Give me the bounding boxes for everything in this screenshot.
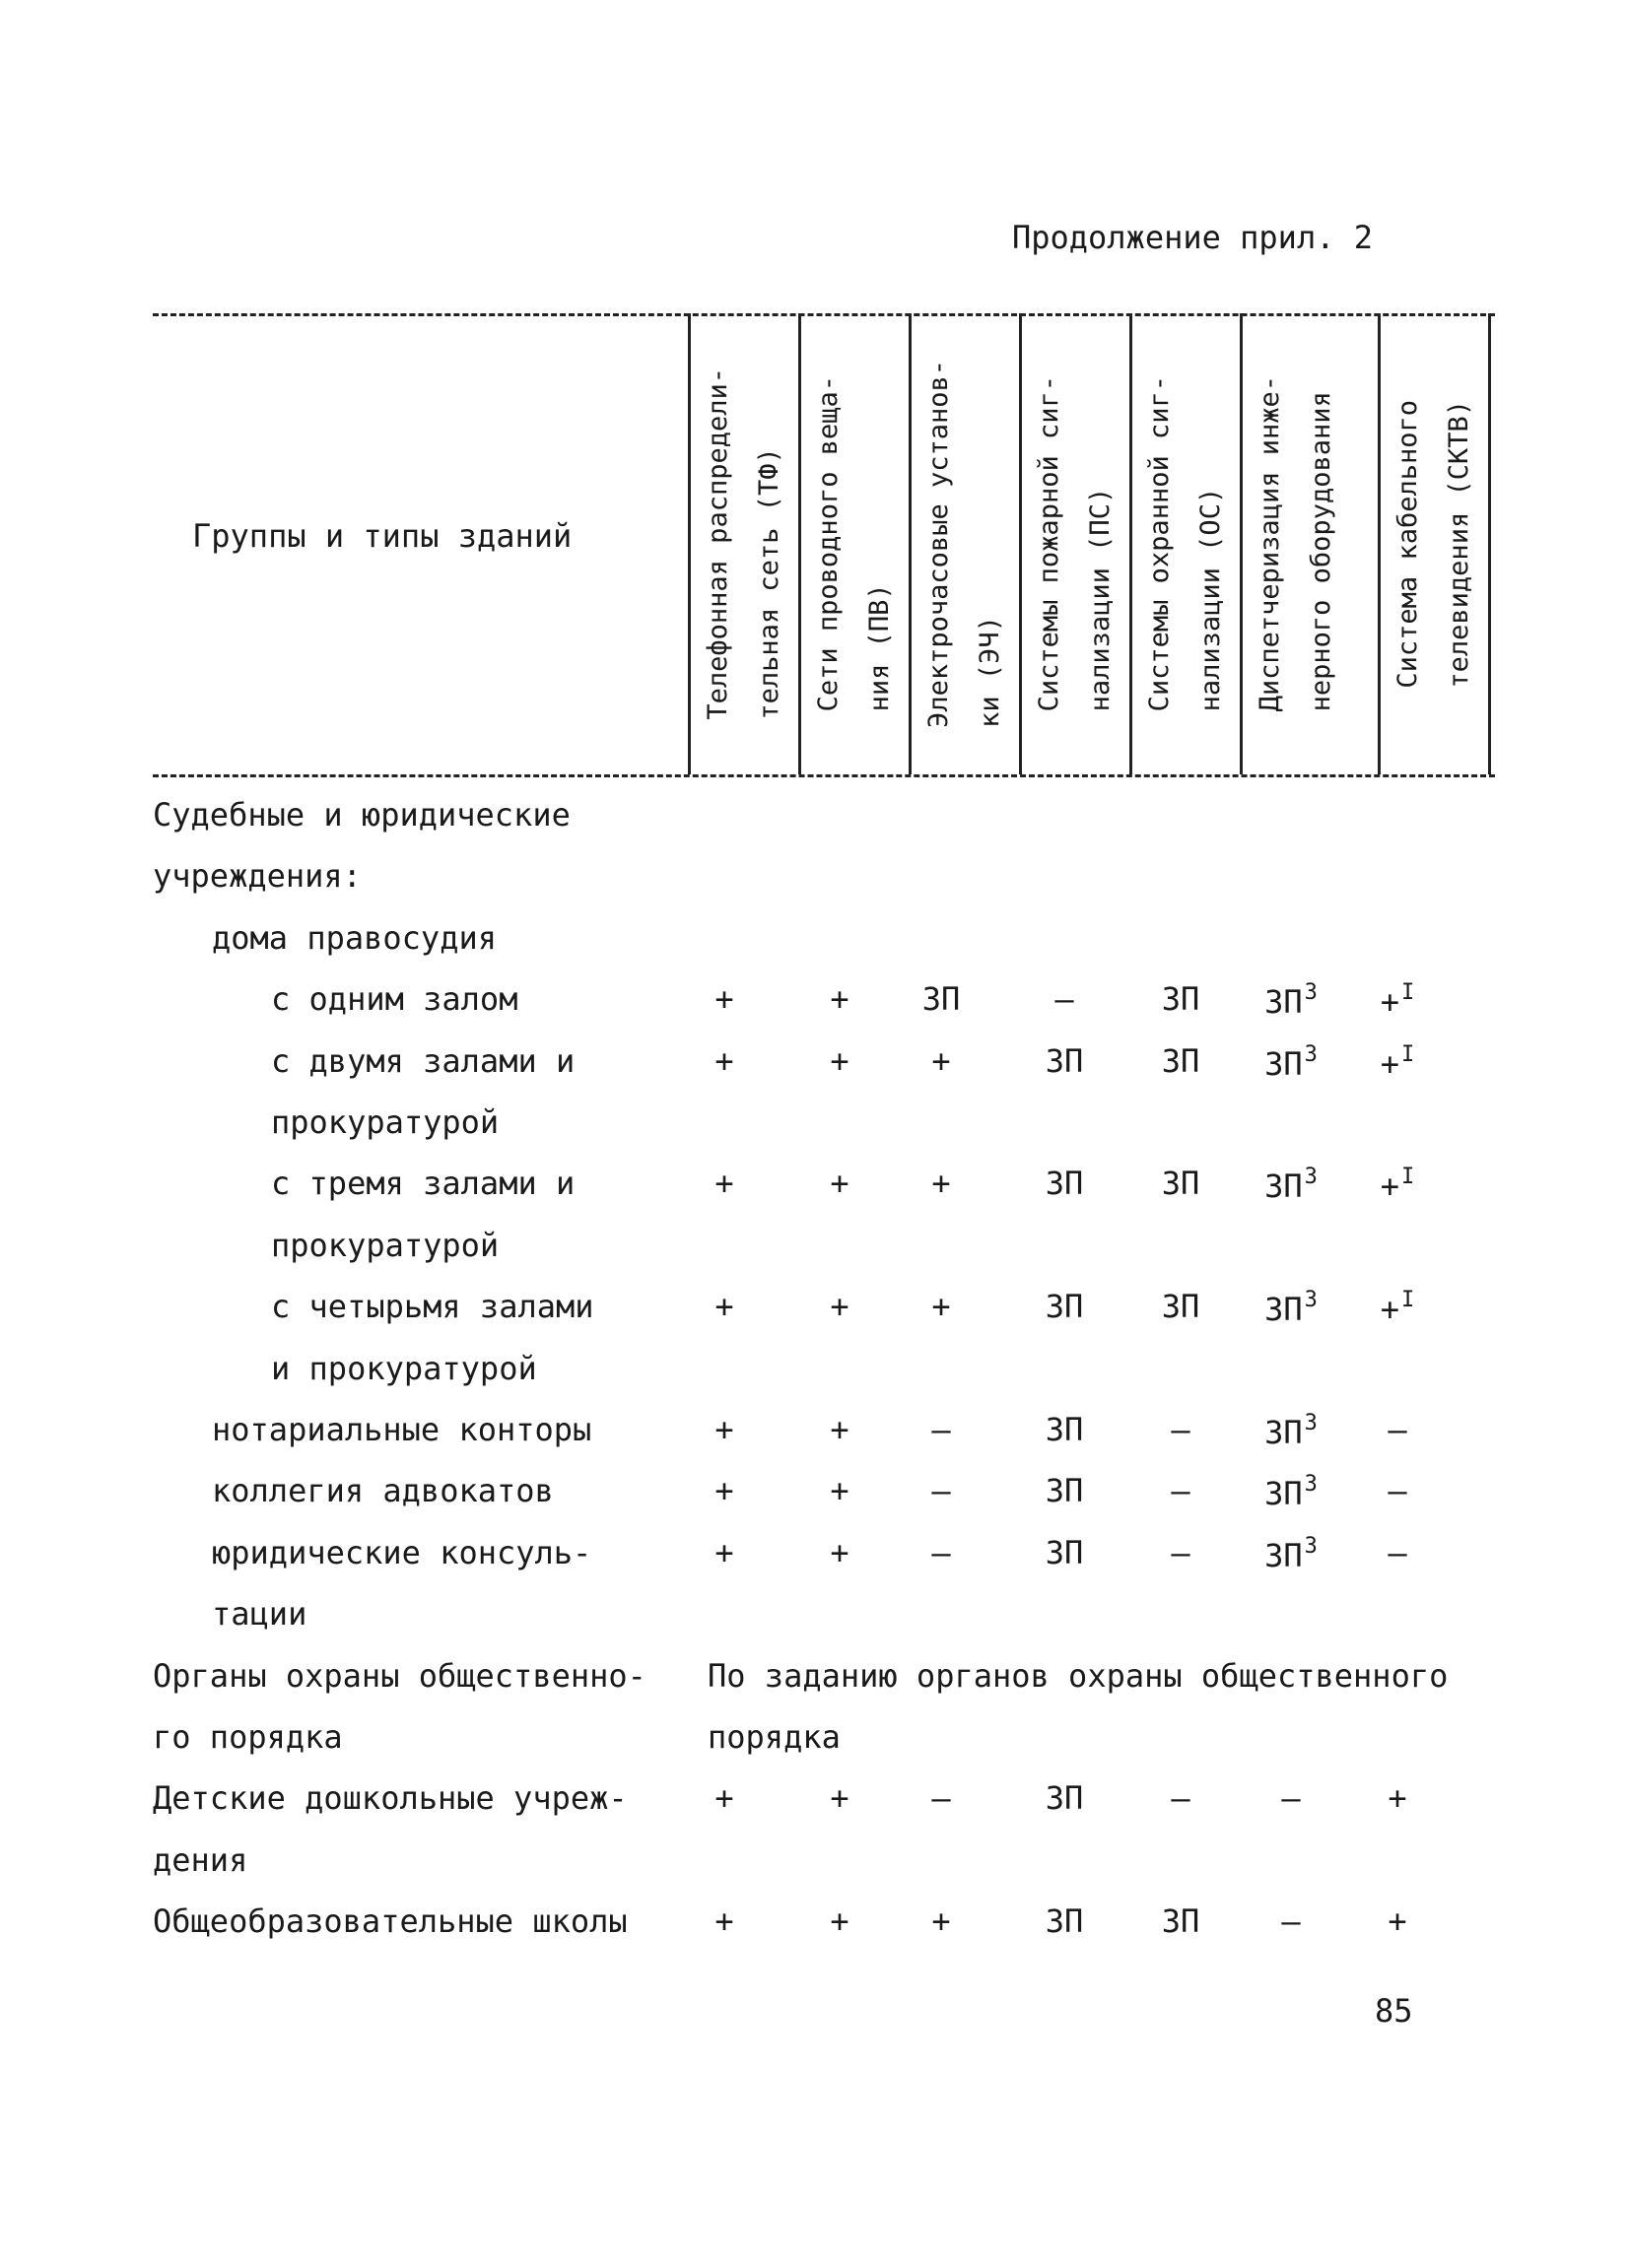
cell-value: + [714,1042,734,1080]
table-cell [1046,1411,1084,1448]
column-header-line: ния (ПВ) [864,583,895,712]
cell-value: + [714,1902,734,1940]
table-cell [1264,1534,1318,1574]
column-header-line: Системы охранной сиг- [1144,375,1175,712]
row-label: дома правосудия [212,919,497,957]
table-cell [1171,1779,1189,1817]
row-label: тации [212,1595,307,1633]
cell-value: ЗП [1264,1537,1303,1574]
cell-value: + [830,1288,849,1325]
row-label: прокуратурой [271,1227,500,1264]
cell-value: + [830,1042,849,1080]
column-header-line: тельная сеть (ТФ) [754,447,784,720]
table-cell [830,1534,848,1571]
cell-value: + [714,1411,734,1448]
row-label: го порядка [153,1718,343,1756]
row-label: Судебные и юридические [153,796,571,834]
cell-superscript: I [1401,1165,1415,1189]
column-header-line: телевидения (СКТВ) [1444,399,1474,689]
cell-value: + [830,1472,849,1509]
cell-superscript: 3 [1304,1165,1318,1189]
cell-value: + [714,1165,734,1202]
table-cell [931,1042,950,1080]
cell-value: + [714,980,734,1018]
cell-value: + [931,1902,951,1940]
table-cell [1381,980,1415,1021]
cell-value: + [1380,1045,1400,1083]
column-header-line: Система кабельного [1392,399,1423,689]
table-cell [830,1779,848,1817]
cell-value: + [1380,1291,1400,1328]
cell-value: + [931,1042,951,1080]
cell-value: ЗП [1264,983,1303,1021]
cell-value: ЗП [1161,1042,1200,1080]
cell-value: – [1281,1779,1301,1817]
cell-value: – [931,1411,951,1448]
cell-value: – [1171,1534,1190,1571]
table-cell [714,1288,733,1325]
cell-value: ЗП [1161,1165,1200,1202]
table-cell [1162,1902,1200,1940]
row-label: дения [153,1841,248,1879]
cell-value: + [1380,983,1400,1021]
row-label: Детские дошкольные учреж- [153,1779,628,1817]
table-cell [830,1165,848,1202]
table-cell [1162,1042,1200,1080]
row-label: нотариальные конторы [212,1411,592,1448]
table-cell [1046,1042,1084,1080]
column-header [1131,313,1240,774]
column-divider [1488,313,1491,774]
cell-value: + [830,980,849,1018]
cell-value: – [1388,1534,1407,1571]
cell-value: ЗП [1045,1165,1084,1202]
cell-value: ЗП [1045,1902,1084,1940]
column-header-line: Системы пожарной сиг- [1034,375,1064,712]
cell-value: – [931,1472,951,1509]
table-cell [1046,1902,1084,1940]
row-spanning-note: По заданию органов охраны общественного [708,1657,1449,1695]
cell-value: + [1388,1779,1407,1817]
cell-superscript: 3 [1304,980,1318,1005]
table-cell [714,1534,733,1571]
cell-value: + [830,1165,849,1202]
table-cell [931,1534,950,1571]
table-cell [1281,1779,1300,1817]
cell-superscript: 3 [1304,1411,1318,1435]
cell-value: + [931,1165,951,1202]
table-cell [931,1779,950,1817]
table-cell [830,1042,848,1080]
cell-value: + [830,1902,849,1940]
table-cell [1264,1472,1318,1512]
column-header [1380,313,1488,774]
table-cell [830,980,848,1018]
table-cell [1046,1165,1084,1202]
cell-value: ЗП [1045,1779,1084,1817]
cell-value: – [1054,980,1074,1018]
cell-value: ЗП [1045,1472,1084,1509]
cell-value: – [1171,1779,1190,1817]
column-header [1242,313,1350,774]
cell-superscript: 3 [1304,1534,1318,1559]
table-cell [922,980,961,1018]
cell-value: ЗП [921,980,961,1018]
column-header-line: Сети проводного веща- [813,375,844,712]
table-cell [714,980,733,1018]
table-cell [714,1779,733,1817]
table-cell [1171,1534,1189,1571]
table-cell [1388,1779,1406,1817]
cell-value: + [714,1288,734,1325]
row-label: коллегия адвокатов [212,1472,554,1509]
table-cell [1171,1472,1189,1509]
cell-value: + [714,1534,734,1571]
table-cell [1381,1288,1415,1328]
table-cell [1162,1288,1200,1325]
cell-value: ЗП [1045,1411,1084,1448]
cell-value: ЗП [1264,1291,1303,1328]
table-cell [1054,980,1073,1018]
table-cell [1046,1779,1084,1817]
cell-value: – [1388,1472,1407,1509]
column-header [800,313,909,774]
column-header [1021,313,1129,774]
row-label: Общеобразовательные школы [153,1902,628,1940]
table-cell [1264,1042,1318,1083]
table-header-bottom-rule [153,774,1495,777]
table-cell [830,1288,848,1325]
table-cell [1281,1902,1300,1940]
column-header-line: Диспетчеризация инже- [1255,375,1285,712]
row-label: Органы охраны общественно- [153,1657,646,1695]
cell-value: + [1380,1167,1400,1205]
table-cell [1046,1534,1084,1571]
column-header-line: ки (ЭЧ) [975,616,1005,728]
table-cell [1381,1042,1415,1083]
table-cell [1162,980,1200,1018]
cell-value: – [1388,1411,1407,1448]
table-cell [1388,1411,1406,1448]
column-header-line: нализации (ПС) [1085,488,1116,712]
column-header-line: нерного оборудования [1306,391,1336,712]
row-label: юридические консуль- [212,1534,592,1571]
row-label: с одним залом [271,980,518,1018]
cell-superscript: 3 [1304,1042,1318,1067]
group-column-header: Группы и типы зданий [192,517,573,555]
cell-superscript: 3 [1304,1472,1318,1497]
cell-value: – [931,1534,951,1571]
cell-value: ЗП [1264,1045,1303,1083]
cell-value: + [714,1472,734,1509]
cell-value: ЗП [1161,1288,1200,1325]
table-cell [1388,1902,1406,1940]
cell-value: – [1281,1902,1301,1940]
cell-value: ЗП [1045,1288,1084,1325]
table-cell [1046,1472,1084,1509]
column-header-line: нализации (ОС) [1195,488,1226,712]
row-label: с четырьмя залами [271,1288,594,1325]
table-cell [1162,1165,1200,1202]
row-label: с двумя залами и [271,1042,576,1080]
cell-value: – [931,1779,951,1817]
cell-value: ЗП [1045,1042,1084,1080]
row-label: прокуратурой [271,1103,500,1141]
table-cell [830,1411,848,1448]
cell-superscript: I [1401,980,1415,1005]
cell-value: ЗП [1264,1475,1303,1512]
table-cell [931,1411,950,1448]
cell-value: + [714,1779,734,1817]
cell-superscript: 3 [1304,1288,1318,1312]
table-cell [931,1288,950,1325]
table-cell [1388,1534,1406,1571]
row-spanning-note: порядка [708,1718,841,1756]
page-number: 85 [1375,1992,1413,2030]
cell-value: ЗП [1264,1167,1303,1205]
column-header-line: Электрочасовые установ- [923,360,954,728]
table-cell [1171,1411,1189,1448]
cell-value: + [1388,1902,1407,1940]
cell-superscript: I [1401,1288,1415,1312]
cell-value: + [830,1534,849,1571]
row-label: и прокуратурой [271,1350,537,1387]
table-cell [830,1902,848,1940]
table-cell [830,1472,848,1509]
table-cell [931,1472,950,1509]
table-cell [714,1472,733,1509]
cell-value: ЗП [1264,1414,1303,1451]
table-cell [1264,980,1318,1021]
cell-value: ЗП [1161,980,1200,1018]
table-cell [714,1042,733,1080]
cell-value: + [931,1288,951,1325]
column-header-line: Телефонная распредели- [703,367,733,720]
row-label: учреждения: [153,857,362,895]
row-label: с тремя залами и [271,1165,576,1202]
column-header [690,313,798,774]
column-header [911,313,1019,774]
table-cell [931,1902,950,1940]
cell-value: + [830,1411,849,1448]
table-cell [714,1411,733,1448]
table-cell [1046,1288,1084,1325]
cell-value: – [1171,1472,1190,1509]
cell-value: – [1171,1411,1190,1448]
table-cell [931,1165,950,1202]
cell-value: + [830,1779,849,1817]
table-cell [1264,1411,1318,1451]
table-cell [714,1902,733,1940]
table-cell [1264,1165,1318,1205]
page-header: Продолжение прил. 2 [1011,219,1373,256]
cell-value: ЗП [1161,1902,1200,1940]
table-cell [714,1165,733,1202]
cell-superscript: I [1401,1042,1415,1067]
table-cell [1381,1165,1415,1205]
cell-value: ЗП [1045,1534,1084,1571]
table-cell [1388,1472,1406,1509]
table-cell [1264,1288,1318,1328]
